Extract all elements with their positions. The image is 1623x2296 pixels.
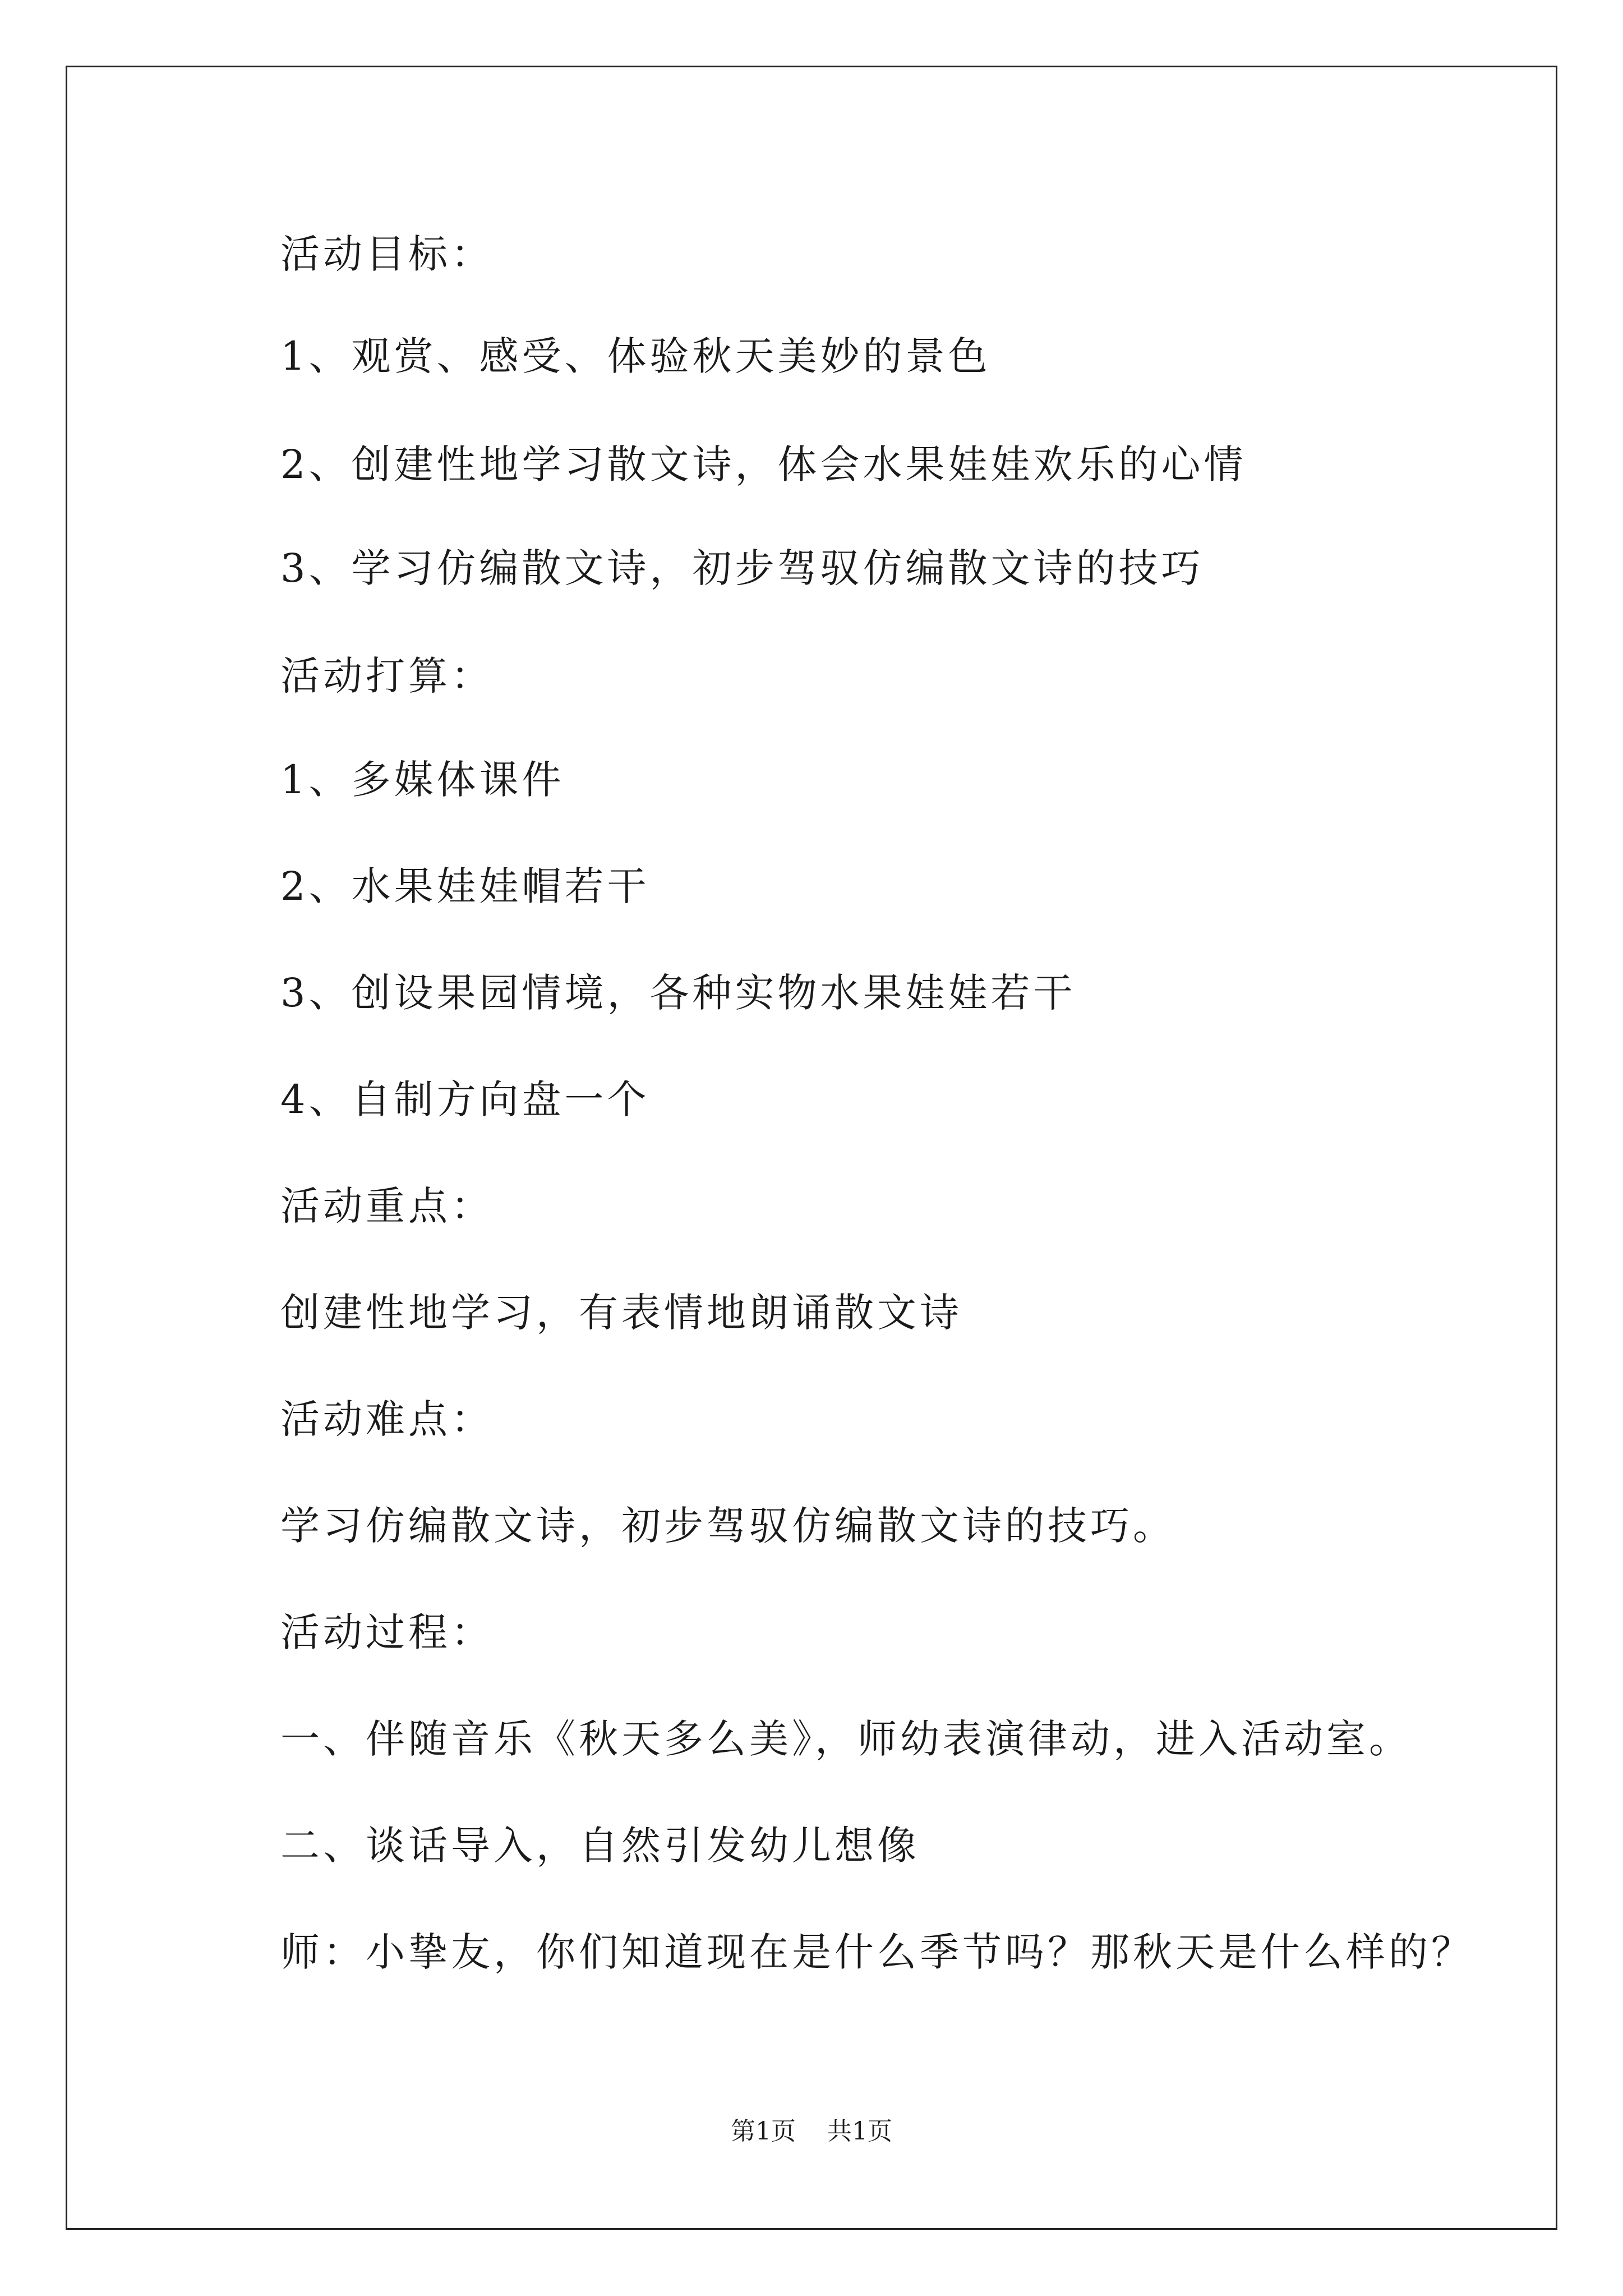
goal-item-1: 1、观赏、感受、体验秋天美妙的景色 xyxy=(280,333,991,379)
page-footer xyxy=(0,2115,1623,2148)
heading-activity-difficulty: 活动难点： xyxy=(280,1396,494,1442)
preparation-item-2: 2、水果娃娃帽若干 xyxy=(280,863,650,909)
heading-activity-goals: 活动目标： xyxy=(280,231,494,277)
preparation-item-1: 1、多媒体课件 xyxy=(280,757,565,803)
page-number: 第1页 xyxy=(731,2117,796,2146)
process-step-1: 一、伴随音乐《秋天多么美》，师幼表演律动，进入活动室。 xyxy=(280,1716,1412,1762)
difficulty-text: 学习仿编散文诗，初步驾驭仿编散文诗的技巧。 xyxy=(280,1503,1175,1549)
preparation-item-3: 3、创设果园情境，各种实物水果娃娃若干 xyxy=(280,970,1076,1016)
heading-activity-key-point: 活动重点： xyxy=(280,1183,494,1229)
teacher-dialogue: 师：小挚友，你们知道现在是什么季节吗？那秋天是什么样的？ xyxy=(280,1929,1474,1975)
heading-activity-preparation: 活动打算： xyxy=(280,653,494,699)
page-frame xyxy=(66,66,1557,2230)
process-step-2: 二、谈话导入，自然引发幼儿想像 xyxy=(280,1823,920,1869)
page-total: 共1页 xyxy=(827,2117,892,2146)
preparation-item-4: 4、自制方向盘一个 xyxy=(280,1076,650,1122)
heading-activity-process: 活动过程： xyxy=(280,1609,494,1655)
goal-item-3: 3、学习仿编散文诗，初步驾驭仿编散文诗的技巧 xyxy=(280,545,1204,591)
goal-item-2: 2、创建性地学习散文诗，体会水果娃娃欢乐的心情 xyxy=(280,441,1247,487)
key-point-text: 创建性地学习，有表情地朗诵散文诗 xyxy=(280,1290,962,1336)
